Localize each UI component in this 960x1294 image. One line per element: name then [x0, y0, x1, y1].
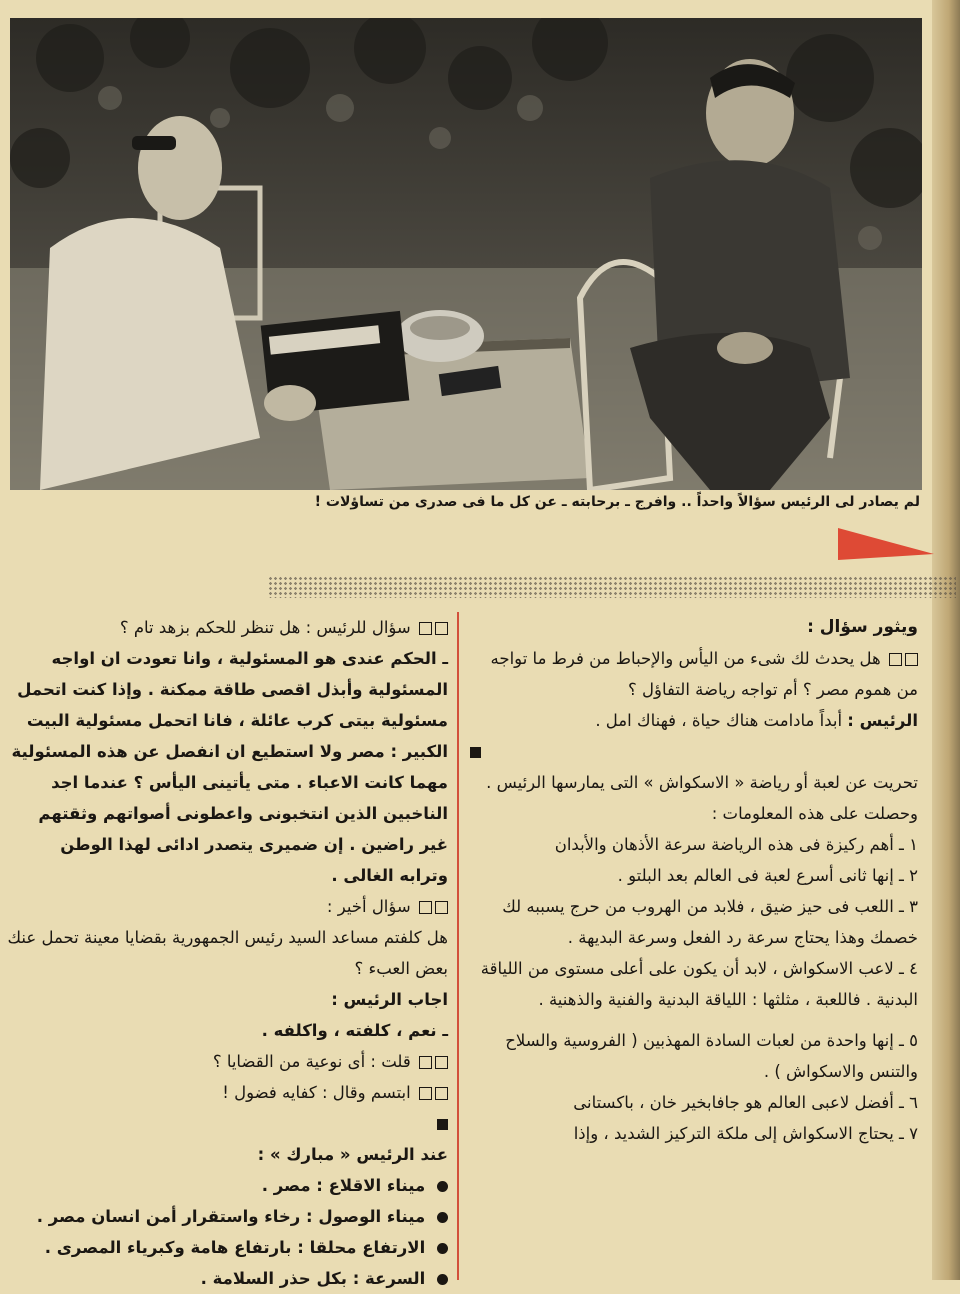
- answer-governance: ـ الحكم عندى هو المسئولية ، وانا تعودت ان اواجه المسئولية وأبذل اقصى طاقة ممكنة . وإذا كنت اتحمل مسئولية بيتى كرب عائلة ، فانا اتحمل مسئولية البيت الكبير : مصر ولا استطيع ان انفصل عن هذه المسئولية مهما كانت الاعباء . متى يأتينى اليأس ؟ عندما اجد الناخبين الذين انتخبونى واعطونى أصواتهم وثقتهم غير راضين . إن ضميرى يتصدر ادائى لهذا الوطن وترابه الغالى .: [11, 649, 448, 885]
- square-box-icon: [435, 1087, 448, 1100]
- list-item: ٣ ـ اللعب فى حيز ضيق ، فلابد من الهروب من حرج يسببه لك خصمك وهذا يحتاج سرعة رد الفعل وسرعة البديهة .: [502, 897, 918, 947]
- list-item: ٢ ـ إنها ثانى أسرع لعبة فى العالم بعد البلتو .: [617, 866, 918, 885]
- square-box-icon: [419, 1056, 432, 1069]
- photo-caption: لم يصادر لى الرئيس سؤالاً واحداً .. وافرج ـ برحابته ـ عن كل ما فى صدرى من تساؤلات !: [314, 494, 920, 510]
- bullet-value: بكل حذر السلامة .: [200, 1269, 347, 1288]
- question-president: [6, 612, 448, 643]
- answer-smile: [6, 1077, 448, 1108]
- answer-text: ابتسم وقال : كفايه فضول !: [222, 1083, 411, 1102]
- question-text: سؤال للرئيس : هل تنظر للحكم بزهد تام ؟: [119, 618, 411, 637]
- bullet-item: [6, 1263, 448, 1294]
- section-marker: [470, 736, 918, 767]
- question-heading-text: سؤال أخير :: [326, 897, 411, 916]
- section-divider: [268, 576, 956, 598]
- square-box-icon: [435, 901, 448, 914]
- list-item: ٦ ـ أفضل لاعبى العالم هو جافابخير خان ، باكستانى: [573, 1093, 918, 1112]
- square-box-icon: [435, 622, 448, 635]
- bullet-item: [6, 1170, 448, 1201]
- bullet-icon: [437, 1212, 448, 1223]
- square-box-icon: [435, 1056, 448, 1069]
- answer-label: الرئيس :: [847, 711, 918, 730]
- question-last-heading: [6, 891, 448, 922]
- square-box-icon: [419, 622, 432, 635]
- page-edge: [932, 0, 960, 1280]
- list-item: ١ ـ أهم ركيزة فى هذه الرياضة سرعة الأذهان والأبدان: [554, 835, 918, 854]
- answer-1: [470, 705, 918, 736]
- list-item: ٤ ـ لاعب الاسكواش ، لابد أن يكون على أعلى مستوى من اللياقة البدنية . فاللعبة ، مثلثها : اللياقة البدنية والفنية والذهنية .: [480, 959, 918, 1009]
- square-box-icon: [419, 1087, 432, 1100]
- question-1-text: هل يحدث لك شىء من اليأس والإحباط من فرط ما تواجه من هموم مصر ؟ أم تواجه رياضة التفاؤل ؟: [490, 649, 918, 699]
- bullet-icon: [437, 1243, 448, 1254]
- bullet-value: بارتفاع هامة وكبرياء المصرى .: [44, 1238, 292, 1257]
- square-box-icon: [905, 653, 918, 666]
- question-text: قلت : أى نوعية من القضايا ؟: [212, 1052, 411, 1071]
- black-square-icon: [437, 1119, 448, 1130]
- bullet-value: مصر .: [261, 1176, 311, 1195]
- question-heading: ويثور سؤال :: [807, 617, 918, 637]
- question-1: [470, 643, 918, 705]
- list-item: ٥ ـ إنها واحدة من لعبات السادة المهذبين ( الفروسية والسلاح والتنس والاسكواش ) .: [505, 1031, 918, 1081]
- bullet-label: ميناء الوصول :: [306, 1207, 426, 1226]
- question-assistant: هل كلفتم مساعد السيد رئيس الجمهورية بقضايا معينة تحمل عنك بعض العبء ؟: [7, 928, 448, 978]
- bullet-label: ميناء الاقلاع :: [316, 1176, 426, 1195]
- list-item: ٧ ـ يحتاج الاسكواش إلى ملكة التركيز الشديد ، وإذا: [573, 1124, 918, 1143]
- black-square-icon: [470, 747, 481, 758]
- bullet-value: رخاء واستقرار أمن انسان مصر .: [36, 1207, 301, 1226]
- bullet-item: [6, 1232, 448, 1263]
- squash-intro: تحريت عن لعبة أو رياضة « الاسكواش » التى يمارسها الرئيس . وحصلت على هذه المعلومات :: [486, 773, 918, 823]
- interview-photo: [10, 18, 922, 490]
- square-box-icon: [419, 901, 432, 914]
- section-title: عند الرئيس « مبارك » :: [257, 1145, 448, 1164]
- bullet-label: الارتفاع محلقا :: [297, 1238, 426, 1257]
- right-column: [470, 612, 918, 1149]
- section-marker: [6, 1108, 448, 1139]
- answer-assistant: ـ نعم ، كلفته ، واكلفه .: [261, 1021, 448, 1040]
- left-column: [6, 612, 448, 1294]
- red-arrow-marker: [838, 528, 934, 560]
- column-divider: [457, 612, 459, 1280]
- bullet-icon: [437, 1181, 448, 1192]
- bullet-label: السرعة :: [352, 1269, 426, 1288]
- square-box-icon: [889, 653, 902, 666]
- question-types: [6, 1046, 448, 1077]
- answer-label: اجاب الرئيس :: [331, 990, 448, 1009]
- bullet-item: [6, 1201, 448, 1232]
- answer-text: أبداً مادامت هناك حياة ، فهناك امل .: [595, 711, 843, 730]
